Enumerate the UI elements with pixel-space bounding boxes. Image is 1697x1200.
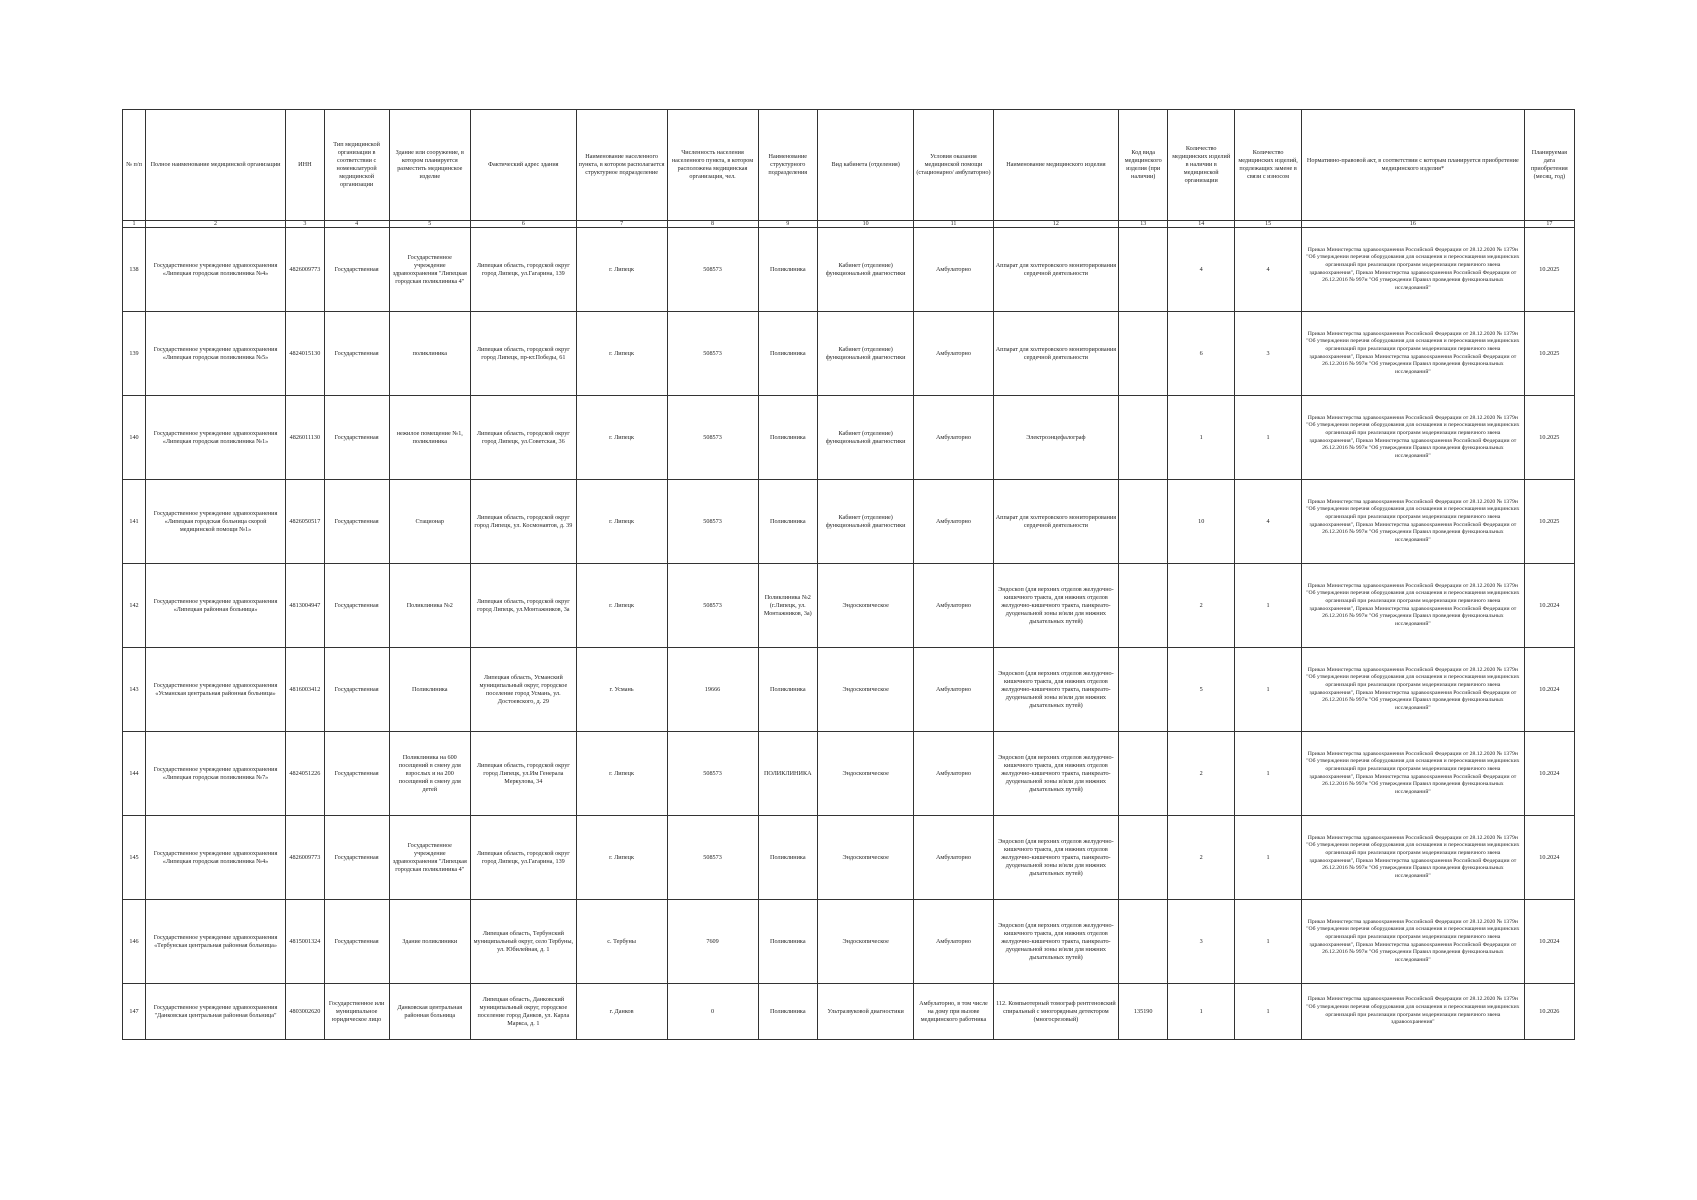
building-cell: Государственное учреждение здравоохранения "Липецкая городская поликлиника 4" (389, 228, 471, 312)
row-number-cell: 146 (123, 900, 146, 984)
qty-replace-cell: 1 (1235, 900, 1302, 984)
row-number-cell: 139 (123, 312, 146, 396)
cabinet-cell: Кабинет (отделение) функциональной диагностики (818, 480, 914, 564)
legal-act-cell: Приказ Министерства здравоохранения Российской Федерации от 28.12.2020 № 1379н "Об утверждении перечня оборудования для оснащения и переоснащения медицинских организаций при реализации программ модернизации первичного звена здравоохранения", Приказ Министерства здравоохранения Российской Федерации от 26.12.2016 № 997н "Об утверждении Правил проведения функциональных исследований" (1302, 396, 1525, 480)
device-code-cell (1119, 816, 1168, 900)
table-row (123, 564, 1575, 648)
population-cell: 508573 (667, 228, 758, 312)
column-number: 16 (1302, 221, 1525, 228)
qty-available-cell: 10 (1168, 480, 1235, 564)
conditions-cell: Амбулаторно (914, 480, 993, 564)
table-row (123, 816, 1575, 900)
subdivision-cell: ПОЛИКЛИНИКА (758, 732, 818, 816)
planned-date-cell: 10.2025 (1524, 480, 1574, 564)
building-cell: Здание поликлиники (389, 900, 471, 984)
address-cell: Липецкая область, Усманский муниципальный округ, городское поселение город Усмань, ул. Достоевского, д. 29 (471, 648, 577, 732)
column-number: 9 (758, 221, 818, 228)
planned-date-cell: 10.2024 (1524, 732, 1574, 816)
address-cell: Липецкая область, городской округ город Липецк, пр-кт.Победы, 61 (471, 312, 577, 396)
table-row (123, 396, 1575, 480)
planned-date-cell: 10.2024 (1524, 816, 1574, 900)
table-row (123, 900, 1575, 984)
building-cell: Данковская центральная районная больница (389, 984, 471, 1040)
legal-act-cell: Приказ Министерства здравоохранения Российской Федерации от 28.12.2020 № 1379н "Об утверждении перечня оборудования для оснащения и переоснащения медицинских организаций при реализации программ модернизации первичного звена здравоохранения", Приказ Министерства здравоохранения Российской Федерации от 26.12.2016 № 997н "Об утверждении Правил проведения функциональных исследований" (1302, 312, 1525, 396)
locality-cell: г. Липецк (576, 480, 667, 564)
row-number-cell: 145 (123, 816, 146, 900)
org-type-cell: Государственная (324, 900, 389, 984)
org-name-cell: Государственное учреждение здравоохранения «Липецкая городская больница скорой медицинской помощи №1» (145, 480, 285, 564)
locality-cell: г. Липецк (576, 816, 667, 900)
device-cell: Эндоскоп (для верхних отделов желудочно-кишечного тракта, для нижних отделов желудочно-кишечного тракта, панкреато-дуоденальной зоны и/или для нижних дыхательных путей) (993, 900, 1118, 984)
qty-available-cell: 4 (1168, 228, 1235, 312)
column-number: 10 (818, 221, 914, 228)
address-cell: Липецкая область, городской округ город Липецк, ул.Им Генерала Меркулова, 34 (471, 732, 577, 816)
column-number: 13 (1119, 221, 1168, 228)
column-number: 2 (145, 221, 285, 228)
org-name-cell: Государственное учреждение здравоохранения «Липецкая городская поликлиника №7» (145, 732, 285, 816)
locality-cell: г. Усмань (576, 648, 667, 732)
qty-replace-cell: 1 (1235, 984, 1302, 1040)
cabinet-cell: Кабинет (отделение) функциональной диагностики (818, 228, 914, 312)
org-name-cell: Государственное учреждение здравоохранения «Липецкая городская поликлиника №1» (145, 396, 285, 480)
population-cell: 508573 (667, 732, 758, 816)
population-cell: 0 (667, 984, 758, 1040)
address-cell: Липецкая область, городской округ город Липецк, ул. Космонавтов, д. 39 (471, 480, 577, 564)
device-code-cell (1119, 228, 1168, 312)
cabinet-cell: Эндоскопическое (818, 900, 914, 984)
conditions-cell: Амбулаторно (914, 900, 993, 984)
cabinet-cell: Ультразвуковой диагностики (818, 984, 914, 1040)
device-cell: Аппарат для холтеровского мониторирования сердечной деятельности (993, 480, 1118, 564)
address-cell: Липецкая область, Данковский муниципальный округ, городское поселение город Данков, ул. Карла Маркса, д. 1 (471, 984, 577, 1040)
conditions-cell: Амбулаторно (914, 732, 993, 816)
subdivision-cell: Поликлиника (758, 648, 818, 732)
legal-act-cell: Приказ Министерства здравоохранения Российской Федерации от 28.12.2020 № 1379н "Об утверждении перечня оборудования для оснащения и переоснащения медицинских организаций при реализации программ модернизации первичного звена здравоохранения", Приказ Министерства здравоохранения Российской Федерации от 26.12.2016 № 997н "Об утверждении Правил проведения функциональных исследований" (1302, 816, 1525, 900)
legal-act-cell: Приказ Министерства здравоохранения Российской Федерации от 28.12.2020 № 1379н "Об утверждении перечня оборудования для оснащения и переоснащения медицинских организаций при реализации программ модернизации первичного звена здравоохранения", Приказ Министерства здравоохранения Российской Федерации от 26.12.2016 № 997н "Об утверждении Правил проведения функциональных исследований" (1302, 228, 1525, 312)
planned-date-cell: 10.2026 (1524, 984, 1574, 1040)
column-header: Количество медицинских изделий в наличии в медицинской организации (1168, 110, 1235, 221)
locality-cell: г. Липецк (576, 732, 667, 816)
qty-available-cell: 5 (1168, 648, 1235, 732)
building-cell: поликлиника (389, 312, 471, 396)
device-cell: Эндоскоп (для верхних отделов желудочно-кишечного тракта, для нижних отделов желудочно-кишечного тракта, панкреато-дуоденальной зоны и/или для нижних дыхательных путей) (993, 564, 1118, 648)
qty-available-cell: 2 (1168, 816, 1235, 900)
column-header: Нормативно-правовой акт, в соответствии с которым планируется приобретение медицинского изделия* (1302, 110, 1525, 221)
column-number: 7 (576, 221, 667, 228)
population-cell: 508573 (667, 396, 758, 480)
device-code-cell (1119, 396, 1168, 480)
row-number-cell: 138 (123, 228, 146, 312)
column-header: Фактический адрес здания (471, 110, 577, 221)
inn-cell: 4813004947 (286, 564, 325, 648)
conditions-cell: Амбулаторно, в том числе на дому при вызове медицинского работника (914, 984, 993, 1040)
subdivision-cell: Поликлиника (758, 816, 818, 900)
device-code-cell (1119, 732, 1168, 816)
device-code-cell (1119, 480, 1168, 564)
inn-cell: 4824015130 (286, 312, 325, 396)
address-cell: Липецкая область, городской округ город Липецк, ул.Гагарина, 139 (471, 816, 577, 900)
building-cell: Государственное учреждение здравоохранения "Липецкая городская поликлиника 4" (389, 816, 471, 900)
qty-available-cell: 6 (1168, 312, 1235, 396)
conditions-cell: Амбулаторно (914, 312, 993, 396)
org-type-cell: Государственная (324, 564, 389, 648)
column-number: 11 (914, 221, 993, 228)
locality-cell: г. Данков (576, 984, 667, 1040)
locality-cell: г. Липецк (576, 228, 667, 312)
device-cell: Эндоскоп (для верхних отделов желудочно-кишечного тракта, для нижних отделов желудочно-кишечного тракта, панкреато-дуоденальной зоны и/или для нижних дыхательных путей) (993, 816, 1118, 900)
address-cell: Липецкая область, городской округ город Липецк, ул.Монтажников, 3а (471, 564, 577, 648)
table-row (123, 732, 1575, 816)
column-number: 1 (123, 221, 146, 228)
building-cell: Поликлиника на 600 посещений в смену для взрослых и на 200 посещений в смену для детей (389, 732, 471, 816)
subdivision-cell: Поликлиника (758, 396, 818, 480)
address-cell: Липецкая область, городской округ город Липецк, ул.Советская, 36 (471, 396, 577, 480)
column-number: 4 (324, 221, 389, 228)
legal-act-cell: Приказ Министерства здравоохранения Российской Федерации от 28.12.2020 № 1379н "Об утверждении перечня оборудования для оснащения и переоснащения медицинских организаций при реализации программ модернизации первичного звена здравоохранения", Приказ Министерства здравоохранения Российской Федерации от 26.12.2016 № 997н "Об утверждении Правил проведения функциональных исследований" (1302, 480, 1525, 564)
org-type-cell: Государственное или муниципальное юридическое лицо (324, 984, 389, 1040)
column-number: 8 (667, 221, 758, 228)
row-number-cell: 147 (123, 984, 146, 1040)
device-cell: Аппарат для холтеровского мониторирования сердечной деятельности (993, 228, 1118, 312)
legal-act-cell: Приказ Министерства здравоохранения Российской Федерации от 28.12.2020 № 1379н "Об утверждении перечня оборудования для оснащения и переоснащения медицинских организаций при реализации программ модернизации первичного звена здравоохранения", Приказ Министерства здравоохранения Российской Федерации от 26.12.2016 № 997н "Об утверждении Правил проведения функциональных исследований" (1302, 900, 1525, 984)
org-type-cell: Государственная (324, 228, 389, 312)
equipment-table (122, 109, 1575, 1040)
column-number: 3 (286, 221, 325, 228)
subdivision-cell: Поликлиника (758, 312, 818, 396)
row-number-cell: 142 (123, 564, 146, 648)
cabinet-cell: Эндоскопическое (818, 732, 914, 816)
qty-replace-cell: 1 (1235, 396, 1302, 480)
population-cell: 19666 (667, 648, 758, 732)
population-cell: 508573 (667, 312, 758, 396)
qty-replace-cell: 3 (1235, 312, 1302, 396)
column-number: 14 (1168, 221, 1235, 228)
address-cell: Липецкая область, городской округ город Липецк, ул.Гагарина, 139 (471, 228, 577, 312)
inn-cell: 4824051226 (286, 732, 325, 816)
device-code-cell: 135190 (1119, 984, 1168, 1040)
column-header: Наименование медицинского изделия (993, 110, 1118, 221)
address-cell: Липецкая область, Тербунский муниципальный округ, село Тербуны, ул. Юбилейная, д. 1 (471, 900, 577, 984)
planned-date-cell: 10.2025 (1524, 228, 1574, 312)
table-body (123, 228, 1575, 1040)
column-header: Полное наименование медицинской организации (145, 110, 285, 221)
device-code-cell (1119, 648, 1168, 732)
table-row (123, 648, 1575, 732)
building-cell: нежилое помещение №1, поликлиника (389, 396, 471, 480)
org-name-cell: Государственное учреждение здравоохранения «Липецкая городская поликлиника №4» (145, 228, 285, 312)
cabinet-cell: Кабинет (отделение) функциональной диагностики (818, 312, 914, 396)
column-header: Количество медицинских изделий, подлежащих замене в связи с износом (1235, 110, 1302, 221)
legal-act-cell: Приказ Министерства здравоохранения Российской Федерации от 28.12.2020 № 1379н "Об утверждении перечня оборудования для оснащения и переоснащения медицинских организаций при реализации программ модернизации первичного звена здравоохранения" (1302, 984, 1525, 1040)
org-type-cell: Государственная (324, 732, 389, 816)
conditions-cell: Амбулаторно (914, 396, 993, 480)
legal-act-cell: Приказ Министерства здравоохранения Российской Федерации от 28.12.2020 № 1379н "Об утверждении перечня оборудования для оснащения и переоснащения медицинских организаций при реализации программ модернизации первичного звена здравоохранения", Приказ Министерства здравоохранения Российской Федерации от 26.12.2016 № 997н "Об утверждении Правил проведения функциональных исследований" (1302, 648, 1525, 732)
conditions-cell: Амбулаторно (914, 648, 993, 732)
inn-cell: 4815001324 (286, 900, 325, 984)
planned-date-cell: 10.2025 (1524, 312, 1574, 396)
org-type-cell: Государственная (324, 816, 389, 900)
header-row (123, 110, 1575, 221)
conditions-cell: Амбулаторно (914, 816, 993, 900)
device-cell: Эндоскоп (для верхних отделов желудочно-кишечного тракта, для нижних отделов желудочно-кишечного тракта, панкреато-дуоденальной зоны и/или для нижних дыхательных путей) (993, 648, 1118, 732)
column-header: Наименование населенного пункта, в котором располагается структурное подразделение (576, 110, 667, 221)
column-number: 15 (1235, 221, 1302, 228)
column-header: Тип медицинской организации в соответствии с номенклатурой медицинской организации (324, 110, 389, 221)
org-name-cell: Государственное учреждение здравоохранения «Липецкая городская поликлиника №4» (145, 816, 285, 900)
building-cell: Поликлиника №2 (389, 564, 471, 648)
building-cell: Стационар (389, 480, 471, 564)
device-cell: Электроэнцефалограф (993, 396, 1118, 480)
qty-replace-cell: 1 (1235, 732, 1302, 816)
subdivision-cell: Поликлиника (758, 480, 818, 564)
device-code-cell (1119, 564, 1168, 648)
subdivision-cell: Поликлиника №2 (г.Липецк, ул. Монтажников, 3а) (758, 564, 818, 648)
cabinet-cell: Эндоскопическое (818, 564, 914, 648)
column-header: Здание или сооружение, в котором планируется разместить медицинское изделие (389, 110, 471, 221)
device-cell: Эндоскоп (для верхних отделов желудочно-кишечного тракта, для нижних отделов желудочно-кишечного тракта, панкреато-дуоденальной зоны и/или для нижних дыхательных путей) (993, 732, 1118, 816)
inn-cell: 4826050517 (286, 480, 325, 564)
locality-cell: г. Липецк (576, 564, 667, 648)
device-code-cell (1119, 312, 1168, 396)
population-cell: 508573 (667, 564, 758, 648)
org-type-cell: Государственная (324, 648, 389, 732)
column-header: Численность населения населенного пункта, в котором расположена медицинская организация, чел. (667, 110, 758, 221)
inn-cell: 4816003412 (286, 648, 325, 732)
qty-available-cell: 3 (1168, 900, 1235, 984)
device-code-cell (1119, 900, 1168, 984)
qty-replace-cell: 4 (1235, 480, 1302, 564)
org-name-cell: Государственное учреждение здравоохранения «Усманская центральная районная больница» (145, 648, 285, 732)
locality-cell: г. Липецк (576, 396, 667, 480)
subdivision-cell: Поликлиника (758, 228, 818, 312)
inn-cell: 4803002620 (286, 984, 325, 1040)
org-type-cell: Государственная (324, 480, 389, 564)
table-row (123, 228, 1575, 312)
conditions-cell: Амбулаторно (914, 228, 993, 312)
row-number-cell: 141 (123, 480, 146, 564)
subdivision-cell: Поликлиника (758, 900, 818, 984)
qty-available-cell: 1 (1168, 396, 1235, 480)
qty-available-cell: 2 (1168, 732, 1235, 816)
column-number-row (123, 221, 1575, 228)
planned-date-cell: 10.2024 (1524, 900, 1574, 984)
column-header: Наименование структурного подразделения (758, 110, 818, 221)
column-header: ИНН (286, 110, 325, 221)
column-header: № п/п (123, 110, 146, 221)
column-header: Условия оказания медицинской помощи (стационарно/ амбулаторно) (914, 110, 993, 221)
inn-cell: 4826009773 (286, 816, 325, 900)
planned-date-cell: 10.2024 (1524, 564, 1574, 648)
document-sheet (122, 109, 1575, 1040)
column-number: 6 (471, 221, 577, 228)
building-cell: Поликлиника (389, 648, 471, 732)
legal-act-cell: Приказ Министерства здравоохранения Российской Федерации от 28.12.2020 № 1379н "Об утверждении перечня оборудования для оснащения и переоснащения медицинских организаций при реализации программ модернизации первичного звена здравоохранения", Приказ Министерства здравоохранения Российской Федерации от 26.12.2016 № 997н "Об утверждении Правил проведения функциональных исследований" (1302, 732, 1525, 816)
population-cell: 508573 (667, 816, 758, 900)
planned-date-cell: 10.2025 (1524, 396, 1574, 480)
cabinet-cell: Эндоскопическое (818, 648, 914, 732)
inn-cell: 4826011130 (286, 396, 325, 480)
org-type-cell: Государственная (324, 312, 389, 396)
org-name-cell: Государственное учреждение здравоохранения «Липецкая городская поликлиника №5» (145, 312, 285, 396)
inn-cell: 4826009773 (286, 228, 325, 312)
population-cell: 7609 (667, 900, 758, 984)
qty-available-cell: 2 (1168, 564, 1235, 648)
qty-available-cell: 1 (1168, 984, 1235, 1040)
device-cell: 112. Компьютерный томограф рентгеновский спиральный с многорядным детектором (многосрезовый) (993, 984, 1118, 1040)
cabinet-cell: Эндоскопическое (818, 816, 914, 900)
column-header: Код вида медицинского изделия (при наличии) (1119, 110, 1168, 221)
legal-act-cell: Приказ Министерства здравоохранения Российской Федерации от 28.12.2020 № 1379н "Об утверждении перечня оборудования для оснащения и переоснащения медицинских организаций при реализации программ модернизации первичного звена здравоохранения", Приказ Министерства здравоохранения Российской Федерации от 26.12.2016 № 997н "Об утверждении Правил проведения функциональных исследований" (1302, 564, 1525, 648)
cabinet-cell: Кабинет (отделение) функциональной диагностики (818, 396, 914, 480)
table-row (123, 480, 1575, 564)
planned-date-cell: 10.2024 (1524, 648, 1574, 732)
row-number-cell: 144 (123, 732, 146, 816)
column-header: Вид кабинета (отделения) (818, 110, 914, 221)
conditions-cell: Амбулаторно (914, 564, 993, 648)
qty-replace-cell: 1 (1235, 564, 1302, 648)
column-number: 17 (1524, 221, 1574, 228)
row-number-cell: 143 (123, 648, 146, 732)
locality-cell: г. Липецк (576, 312, 667, 396)
qty-replace-cell: 1 (1235, 648, 1302, 732)
table-row (123, 984, 1575, 1040)
table-row (123, 312, 1575, 396)
column-number: 5 (389, 221, 471, 228)
org-name-cell: Государственное учреждение здравоохранения «Тербунская центральная районная больница» (145, 900, 285, 984)
qty-replace-cell: 4 (1235, 228, 1302, 312)
column-header: Планируемая дата приобретения (месяц, год) (1524, 110, 1574, 221)
org-type-cell: Государственная (324, 396, 389, 480)
qty-replace-cell: 1 (1235, 816, 1302, 900)
locality-cell: с. Тербуны (576, 900, 667, 984)
population-cell: 508573 (667, 480, 758, 564)
org-name-cell: Государственное учреждение здравоохранения "Данковская центральная районная больница" (145, 984, 285, 1040)
subdivision-cell: Поликлиника (758, 984, 818, 1040)
row-number-cell: 140 (123, 396, 146, 480)
device-cell: Аппарат для холтеровского мониторирования сердечной деятельности (993, 312, 1118, 396)
org-name-cell: Государственное учреждение здравоохранения «Липецкая районная больница» (145, 564, 285, 648)
column-number: 12 (993, 221, 1118, 228)
